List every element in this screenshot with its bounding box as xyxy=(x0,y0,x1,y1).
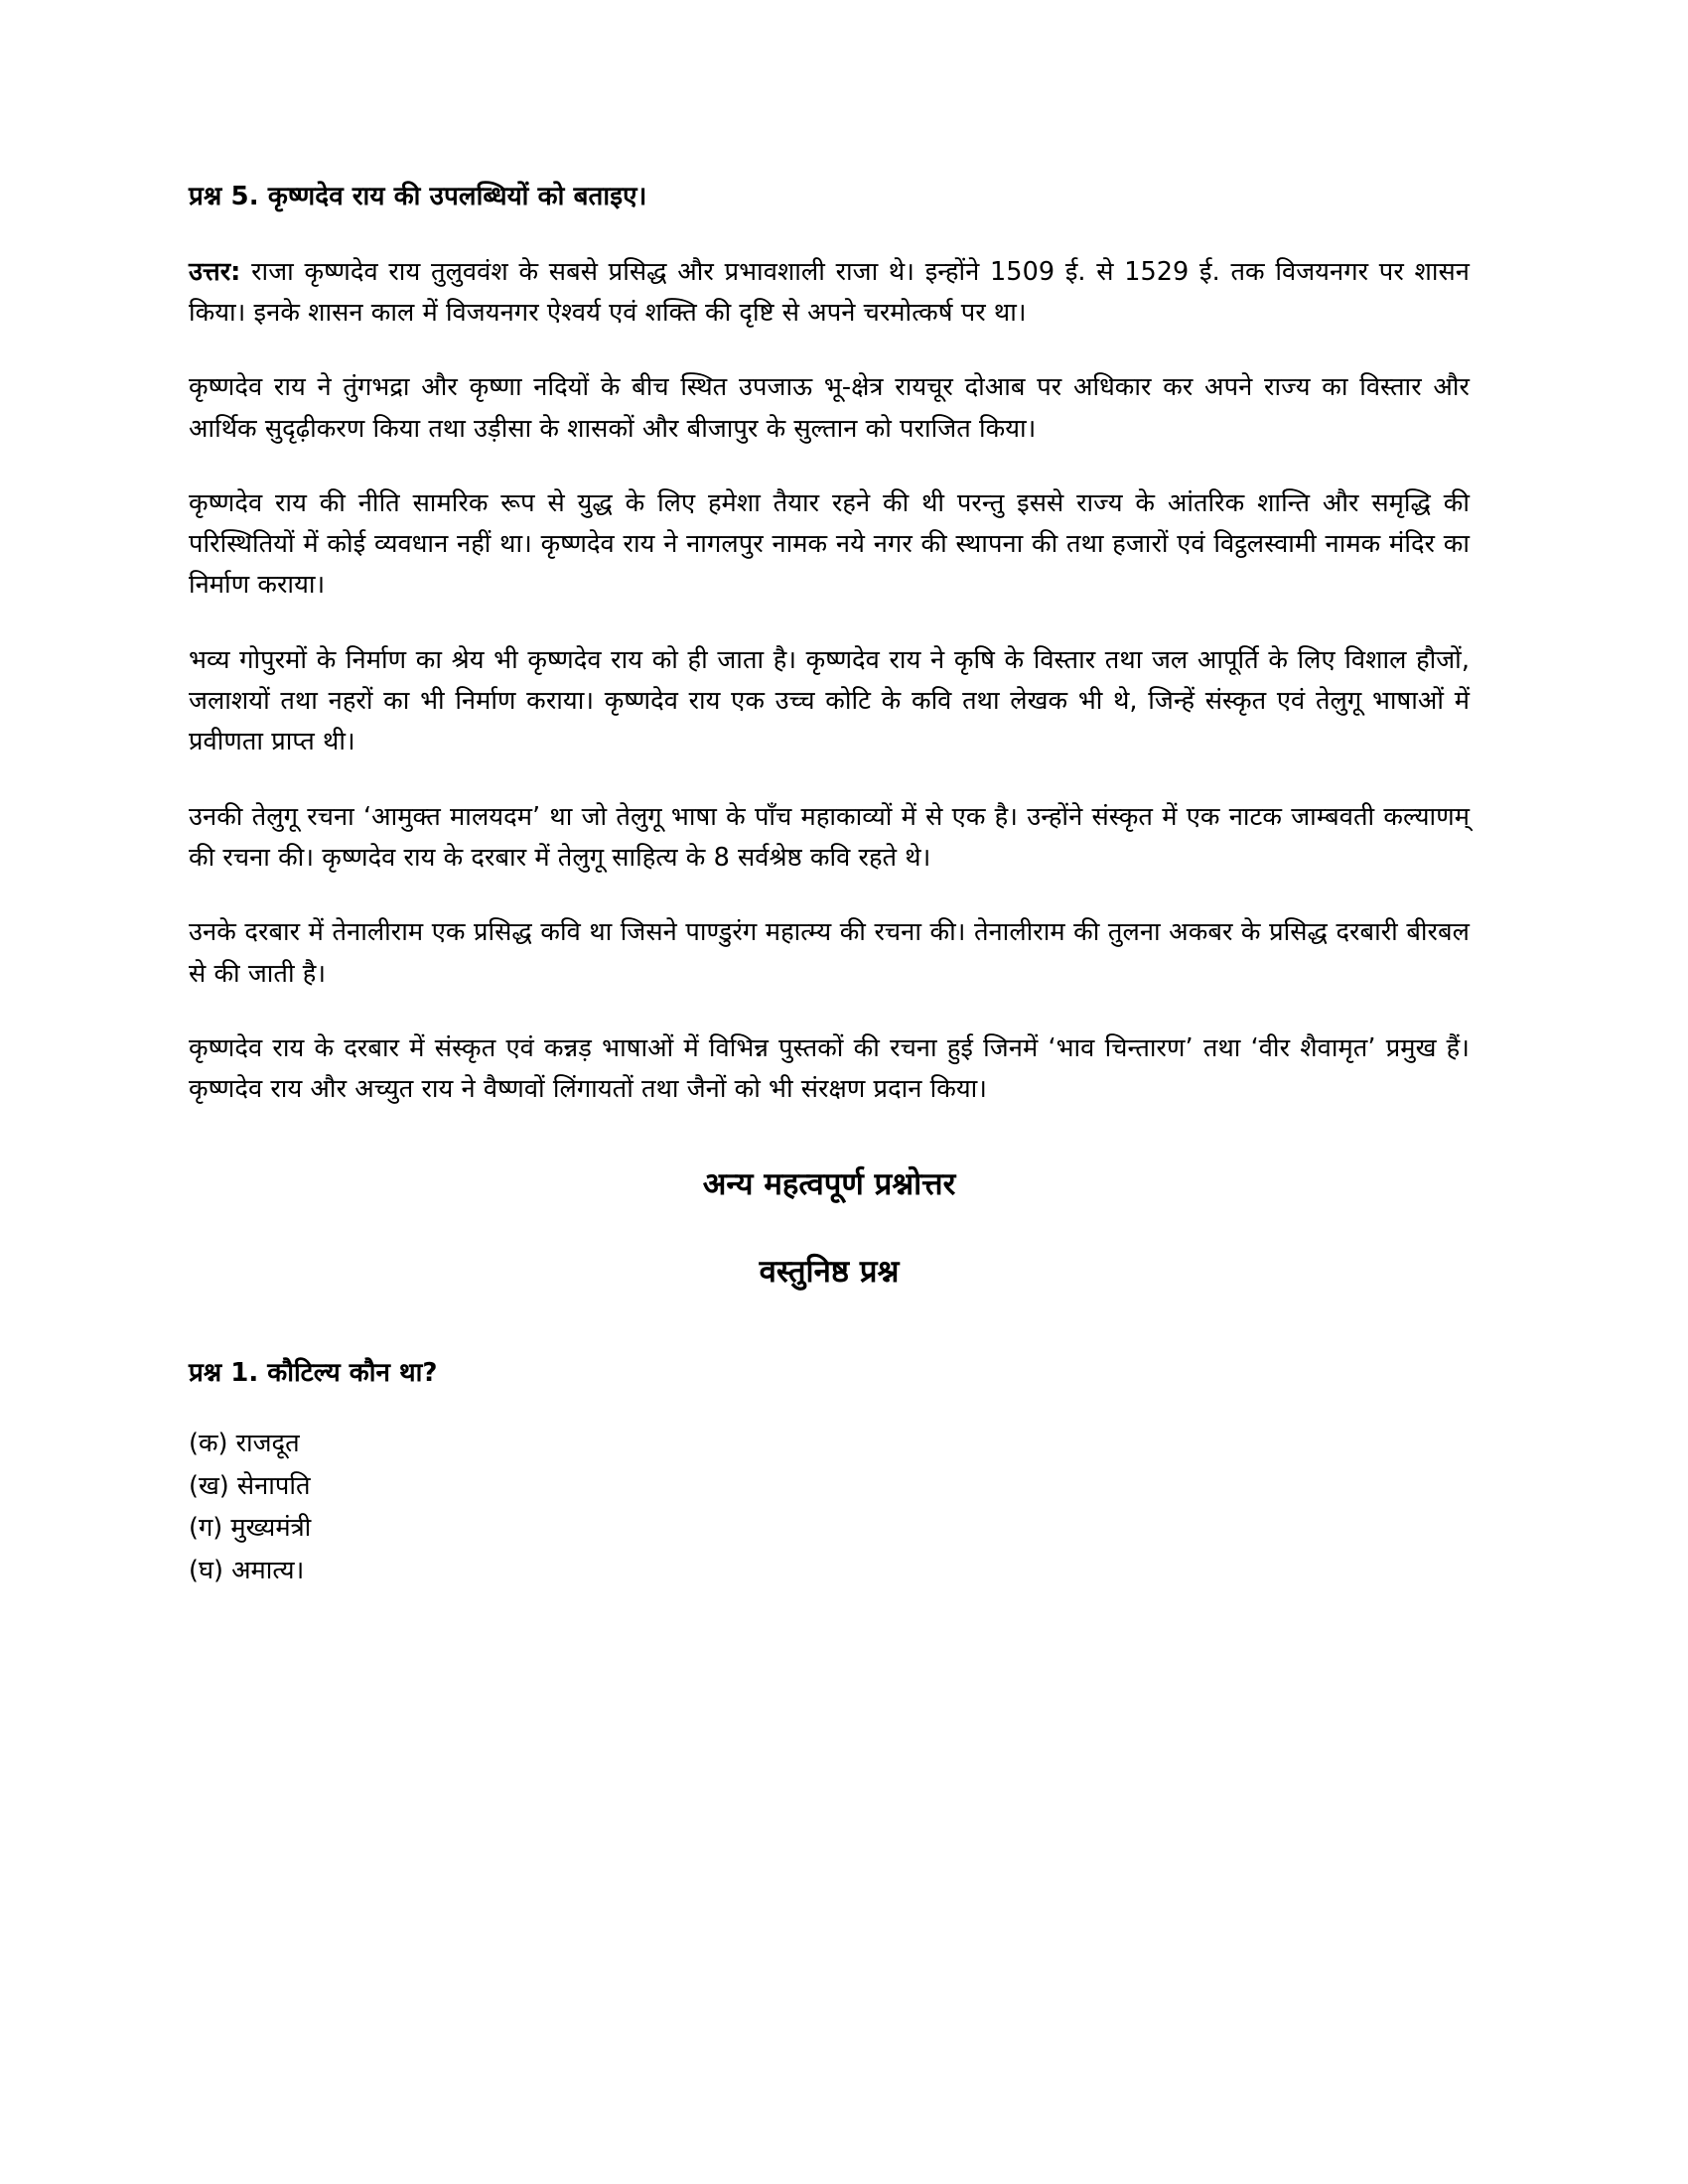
mcq-option: (ख) सेनापति xyxy=(189,1470,311,1501)
mcq-question: प्रश्न 1. कौटिल्य कौन था? xyxy=(189,1358,438,1389)
question-heading: प्रश्न 5. कृष्णदेव राय की उपलब्धियों को बताइए। xyxy=(189,182,647,211)
body-paragraph: उनकी तेलुगू रचना ‘आमुक्त मालयदम’ था जो तेलुगू भाषा के पाँच महाकाव्यों में से एक है। उन्होंने संस्कृत में एक नाटक जाम्बवती कल्याणम् की रचना की। कृष्णदेव राय के दरबार में तेलुगू साहित्य के 8 सर्वश्रेष्ठ कवि रहते थे। xyxy=(189,801,1470,873)
mcq-options-list xyxy=(189,1425,1470,1590)
mcq-option: (ग) मुख्यमंत्री xyxy=(189,1513,312,1544)
answer-label: उत्तर: xyxy=(189,256,241,287)
body-paragraph: भव्य गोपुरमों के निर्माण का श्रेय भी कृष्णदेव राय को ही जाता है। कृष्णदेव राय ने कृषि के विस्तार तथा जल आपूर्ति के लिए विशाल हौजों, जलाशयों तथा नहरों का भी निर्माण कराया। कृष्णदेव राय एक उच्च कोटि के कवि तथा लेखक भी थे, जिन्हें संस्कृत एवं तेलुगू भाषाओं में प्रवीणता प्राप्त थी। xyxy=(189,644,1470,757)
mcq-option: (क) राजदूत xyxy=(189,1428,300,1458)
section-title: अन्य महत्वपूर्ण प्रश्नोत्तर xyxy=(702,1166,956,1203)
answer-paragraph-text: राजा कृष्णदेव राय तुलुववंश के सबसे प्रसिद्ध और प्रभावशाली राजा थे। इन्होंने 1509 ई. से 1529 ई. तक विजयनगर पर शासन किया। इनके शासन काल में विजयनगर ऐश्वर्य एवं शक्ति की दृष्टि से अपने चरमोत्कर्ष पर था। xyxy=(189,256,1470,328)
answer-paragraph xyxy=(189,252,1470,335)
body-paragraph: कृष्णदेव राय ने तुंगभद्रा और कृष्णा नदियों के बीच स्थित उपजाऊ भू-क्षेत्र रायचूर दोआब पर अधिकार कर अपने राज्य का विस्तार और आर्थिक सुदृढ़ीकरण किया तथा उड़ीसा के शासकों और बीजापुर के सुल्तान को पराजित किया। xyxy=(189,372,1470,444)
body-paragraph: कृष्णदेव राय की नीति सामरिक रूप से युद्ध के लिए हमेशा तैयार रहने की थी परन्तु इससे राज्य के आंतरिक शान्ति और समृद्धि की परिस्थितियों में कोई व्यवधान नहीं था। कृष्णदेव राय ने नागलपुर नामक नये नगर की स्थापना की तथा हजारों एवं विट्ठलस्वामी नामक मंदिर का निर्माण कराया। xyxy=(189,487,1470,601)
body-paragraph: उनके दरबार में तेनालीराम एक प्रसिद्ध कवि था जिसने पाण्डुरंग महात्म्य की रचना की। तेनालीराम की तुलना अकबर के प्रसिद्ध दरबारी बीरबल से की जाती है। xyxy=(189,917,1470,989)
document-content xyxy=(189,179,1470,1590)
mcq-option: (घ) अमात्य। xyxy=(189,1556,305,1586)
body-paragraph: कृष्णदेव राय के दरबार में संस्कृत एवं कन्नड़ भाषाओं में विभिन्न पुस्तकों की रचना हुई जिनमें ‘भाव चिन्तारण’ तथा ‘वीर शैवामृत’ प्रमुख हैं। कृष्णदेव राय और अच्युत राय ने वैष्णवों लिंगायतों तथा जैनों को भी संरक्षण प्रदान किया। xyxy=(189,1032,1470,1105)
section-subtitle: वस्तुनिष्ठ प्रश्न xyxy=(759,1253,900,1290)
